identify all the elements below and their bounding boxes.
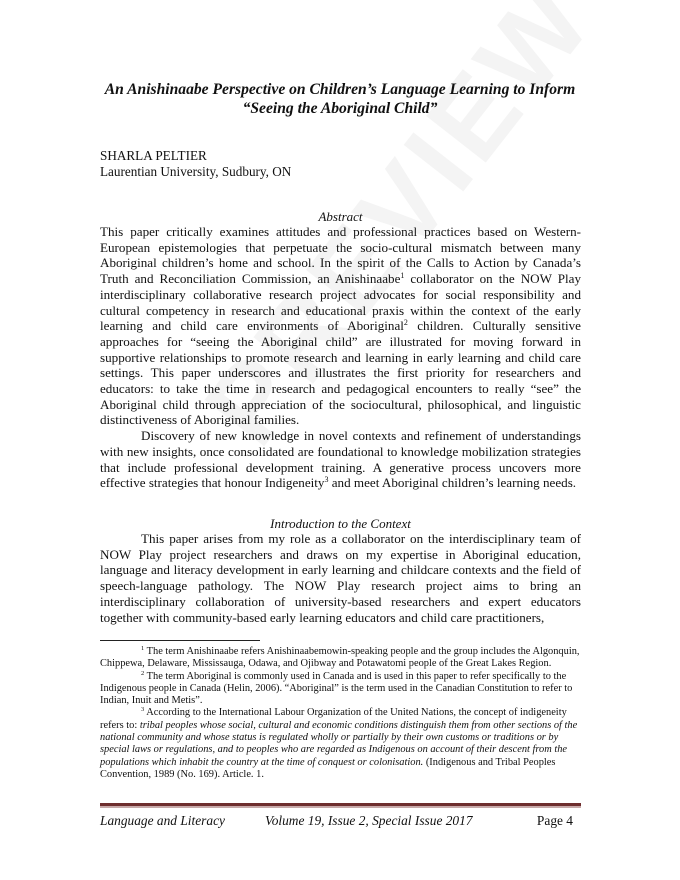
footnote-citation: (Indigenous and Tribal Peoples Convention, 1989 (No. 169). Article. 1. xyxy=(100,756,556,780)
footnote-text: The term Anishinaabe refers Anishinaabemowin-speaking people and the group includes the Algonquin, Chippewa, Delaware, Mississauga, Odawa, and Ojibway and Potawatomi people of the Great Lakes Region. xyxy=(100,646,580,670)
footnote-text: According to the International Labour Organization of the United Nations, the concept of indigeneity refers to: xyxy=(100,707,567,731)
abstract-body xyxy=(100,224,581,491)
footnote-marker: 1 xyxy=(141,645,145,652)
author-block xyxy=(100,148,581,180)
footnotes xyxy=(100,646,581,781)
volume-issue: Volume 19, Issue 2, Special Issue 2017 xyxy=(265,813,473,828)
page-footer xyxy=(100,813,581,831)
abstract-paragraph-2 xyxy=(100,428,581,491)
introduction-paragraph-1: This paper arises from my role as a collaborator on the interdisciplinary team of NOW Play project researchers and draws on my expertise in Aboriginal education, language and literacy development in early learning and childcare contexts and the field of speech-language pathology. The NOW Play research project aims to bring an interdisciplinary collaboration of university-based researchers and expert educators together with community-based early learning educators and child care practitioners, xyxy=(100,531,581,625)
text-run: children. Culturally sensitive approaches for “seeing the Aboriginal child” are illustrated for moving forward in supportive relationships to promote research and learning in early learning and child care settings. This paper underscores and illustrates the first priority for researchers and educators: to take the time in research and pedagogical encounters to really “see” the Aboriginal child through appreciation of the sociocultural, philosophical, and linguistic distinctiveness of Aboriginal families. xyxy=(100,318,581,428)
author-name: SHARLA PELTIER xyxy=(100,148,207,163)
text-run: and meet Aboriginal children’s learning needs. xyxy=(328,475,577,491)
footnote-2 xyxy=(100,671,581,708)
text-run: Discovery of new knowledge in novel contexts and refinement of understandings with new insights, once consolidated are foundational to knowledge mobilization strategies that include professional development training. A generative process uncovers more effective strategies that honour Indigeneity xyxy=(100,428,581,491)
title-line-1: An Anishinaabe Perspective on Children’s Language Learning to Inform xyxy=(104,81,576,98)
footnote-ref-3[interactable]: 3 xyxy=(324,475,329,485)
text-run: This paper critically examines attitudes and professional practices based on Western-European epistemologies that perpetuate the socio-cultural mismatch between many Aboriginal children’s home and school. In the spirit of the Calls to Action by Canada’s Truth and Reconciliation Commission, an Anishinaabe xyxy=(100,224,581,287)
introduction-body xyxy=(100,531,581,625)
title-line-2: “Seeing the Aboriginal Child” xyxy=(242,100,438,117)
footnote-text: The term Aboriginal is commonly used in Canada and is used in this paper to refer specifically to the Indigenous people in Canada (Helin, 2006). “Aboriginal” is the term used in the Canadian Constitution to refer to Indian, Inuit and Metis”. xyxy=(100,670,573,707)
page-number: Page 4 xyxy=(536,813,573,828)
footnote-separator xyxy=(100,640,260,641)
footnote-ref-2[interactable]: 2 xyxy=(403,318,408,328)
footnote-quote: tribal peoples whose social, cultural and economic conditions distinguish them from other sections of the national community and whose status is regulated wholly or partially by their own customs or traditions or by special laws or regulations, and to peoples who are regarded as Indigenous on account of their descent from the populations which inhabit the country at the time of conquest or colonisation. xyxy=(100,719,578,768)
footer-rule-light xyxy=(100,806,581,808)
journal-name: Language and Literacy xyxy=(100,813,225,828)
paper-title xyxy=(60,80,620,118)
author-affiliation: Laurentian University, Sudbury, ON xyxy=(100,164,292,179)
footnote-1 xyxy=(100,646,581,671)
footnote-3 xyxy=(100,707,581,781)
abstract-heading: Abstract xyxy=(318,209,363,224)
section-heading-introduction: Introduction to the Context xyxy=(270,516,411,531)
footnote-ref-1[interactable]: 1 xyxy=(400,271,405,281)
footnote-marker: 2 xyxy=(141,669,145,677)
footnote-marker: 3 xyxy=(141,706,145,714)
text-run: collaborator on the NOW Play interdisciplinary collaborative research project advocates for social responsibility and cultural competency in research and educational praxis within the context of the early learning and child care environments of Aboriginal xyxy=(100,271,582,334)
abstract-paragraph-1 xyxy=(100,224,581,428)
